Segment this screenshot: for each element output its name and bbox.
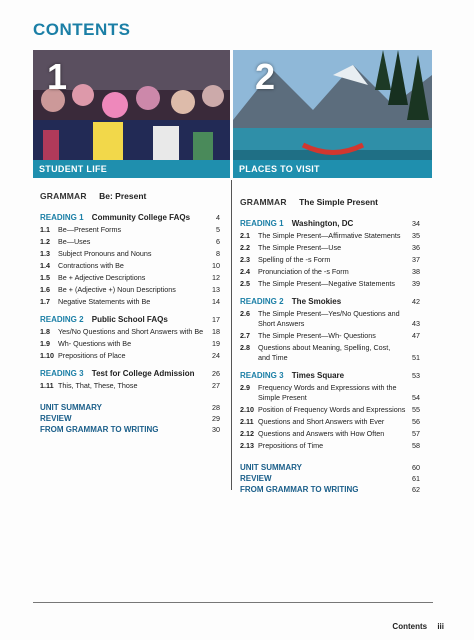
unit-1-number: 1 — [47, 56, 68, 97]
toc-entry[interactable]: 1.1 Be—Present Forms 5 — [40, 225, 220, 234]
toc-entry[interactable]: 2.3 Spelling of the -s Form 37 — [240, 255, 420, 264]
toc-entry[interactable]: 1.3 Subject Pronouns and Nouns 8 — [40, 249, 220, 258]
reading-heading[interactable]: READING 1 Community College FAQs 4 — [40, 213, 220, 222]
toc-entry[interactable]: 2.5 The Simple Present—Negative Statements 39 — [240, 279, 420, 288]
unit-summary-entry[interactable]: UNIT SUMMARY 28 — [40, 403, 220, 412]
toc-entry[interactable]: 1.6 Be + (Adjective +) Noun Descriptions 13 — [40, 285, 220, 294]
reading-heading[interactable]: READING 3 Test for College Admission 26 — [40, 369, 220, 378]
toc-entry[interactable]: 2.6 The Simple Present—Yes/No Questions and Short Answers 43 — [240, 309, 420, 328]
toc-entry[interactable]: 2.4 Pronunciation of the -s Form 38 — [240, 267, 420, 276]
grammar-topic: The Simple Present — [299, 197, 378, 207]
toc-entry[interactable]: 2.10 Position of Frequency Words and Expressions 55 — [240, 405, 420, 414]
page-title: CONTENTS — [33, 20, 131, 39]
unit-2-banner: PLACES TO VISIT — [233, 160, 432, 178]
toc-entry[interactable]: 2.11 Questions and Short Answers with Ever 56 — [240, 417, 420, 426]
review-entry[interactable]: REVIEW 29 — [40, 414, 220, 423]
unit-2-hero — [233, 50, 432, 178]
grammar-to-writing-entry[interactable]: FROM GRAMMAR TO WRITING 30 — [40, 425, 220, 434]
unit-1-banner: STUDENT LIFE — [33, 160, 230, 178]
toc-entry[interactable]: 1.10 Prepositions of Place 24 — [40, 351, 220, 360]
unit-1-hero — [33, 50, 230, 178]
grammar-heading: GRAMMAR The Simple Present — [240, 197, 378, 207]
review-entry[interactable]: REVIEW 61 — [240, 474, 420, 483]
unit-2-number: 2 — [255, 56, 276, 97]
toc-entry[interactable]: 1.4 Contractions with Be 10 — [40, 261, 220, 270]
toc-entry[interactable]: 2.2 The Simple Present—Use 36 — [240, 243, 420, 252]
toc-entry[interactable]: 1.8 Yes/No Questions and Short Answers with Be 18 — [40, 327, 220, 336]
footer-rule — [33, 602, 433, 603]
reading-heading[interactable]: READING 2 Public School FAQs 17 — [40, 315, 220, 324]
reading-heading[interactable]: READING 2 The Smokies 42 — [240, 297, 420, 306]
unit-1-contents — [40, 190, 220, 435]
toc-entry[interactable]: 1.2 Be—Uses 6 — [40, 237, 220, 246]
unit-2-contents — [240, 196, 420, 495]
page-footer — [392, 622, 444, 631]
toc-entry[interactable]: 2.12 Questions and Answers with How Often 57 — [240, 429, 420, 438]
reading-heading[interactable]: READING 1 Washington, DC 34 — [240, 219, 420, 228]
toc-entry[interactable]: 1.9 Wh- Questions with Be 19 — [40, 339, 220, 348]
grammar-heading: GRAMMAR Be: Present — [40, 191, 147, 201]
column-divider — [231, 180, 232, 490]
toc-entry[interactable]: 1.7 Negative Statements with Be 14 — [40, 297, 220, 306]
toc-entry[interactable]: 1.5 Be + Adjective Descriptions 12 — [40, 273, 220, 282]
toc-entry[interactable]: 2.7 The Simple Present—Wh- Questions 47 — [240, 331, 420, 340]
toc-entry[interactable]: 2.13 Prepositions of Time 58 — [240, 441, 420, 450]
toc-entry[interactable]: 2.8 Questions about Meaning, Spelling, Cost, and Time 51 — [240, 343, 420, 362]
toc-entry[interactable]: 1.11 This, That, These, Those 27 — [40, 381, 220, 390]
grammar-to-writing-entry[interactable]: FROM GRAMMAR TO WRITING 62 — [240, 485, 420, 494]
unit-summary-entry[interactable]: UNIT SUMMARY 60 — [240, 463, 420, 472]
grammar-topic: Be: Present — [99, 191, 147, 201]
reading-heading[interactable]: READING 3 Times Square 53 — [240, 371, 420, 380]
toc-entry[interactable]: 2.1 The Simple Present—Affirmative Statements 35 — [240, 231, 420, 240]
footer-label: Contents — [392, 622, 428, 631]
page-number: iii — [437, 622, 444, 631]
toc-entry[interactable]: 2.9 Frequency Words and Expressions with the Simple Present 54 — [240, 383, 420, 402]
